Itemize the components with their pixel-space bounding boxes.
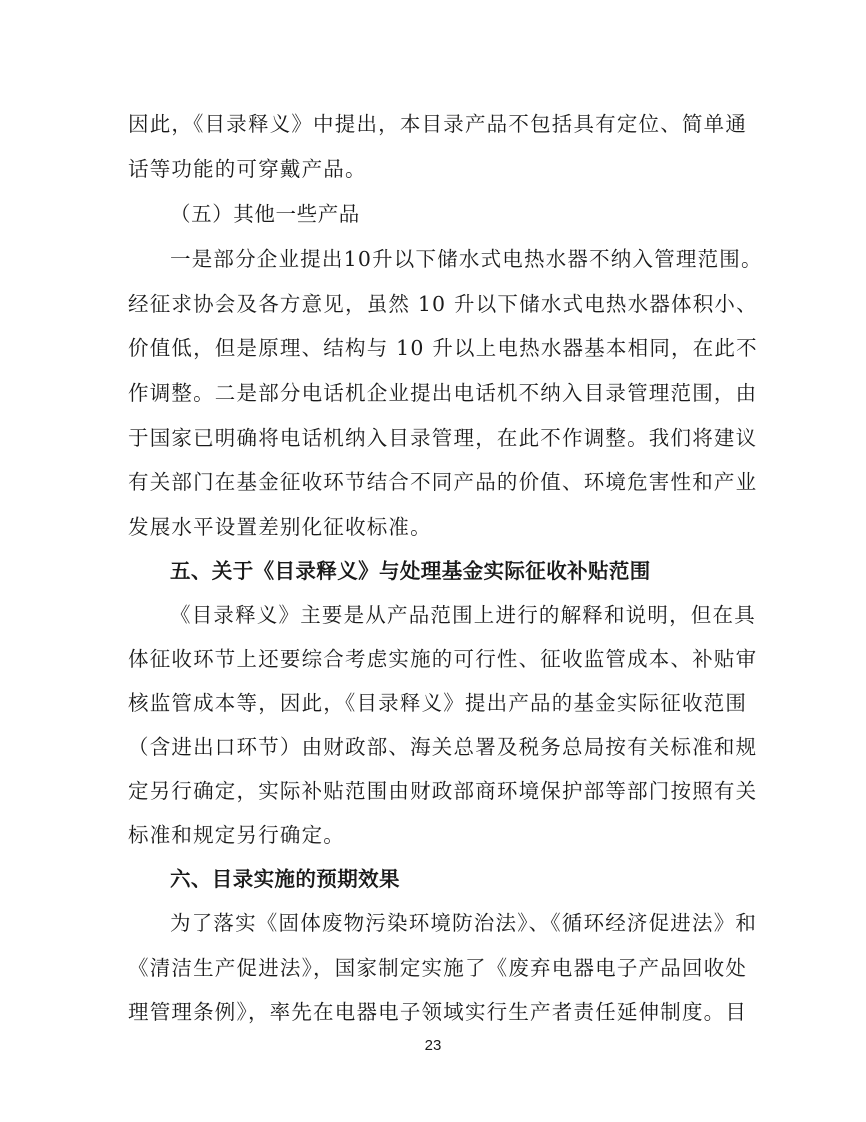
section-heading: 六、目录实施的预期效果 — [170, 867, 400, 891]
subsection-heading: （五）其他一些产品 — [170, 202, 360, 226]
body-text-line: 标准和规定另行确定。 — [128, 823, 345, 847]
body-text-line: 理管理条例》，率先在电器电子领域实行生产者责任延伸制度。目 — [128, 1000, 748, 1024]
body-text-line: 体征收环节上还要综合考虑实施的可行性、征收监管成本、补贴审 — [128, 647, 758, 671]
body-text-line: 因此，《目录释义》中提出，本目录产品不包括具有定位、简单通 — [128, 112, 748, 136]
body-text-line: 发展水平设置差别化征收标准。 — [128, 515, 432, 539]
body-text-line: 《清洁生产促进法》，国家制定实施了《废弃电器电子产品回收处 — [128, 956, 748, 980]
body-text-line: 作调整。二是部分电话机企业提出电话机不纳入目录管理范围，由 — [128, 381, 758, 405]
body-text-line: （含进出口环节）由财政部、海关总署及税务总局按有关标准和规 — [128, 735, 758, 759]
body-text-line: 于国家已明确将电话机纳入目录管理，在此不作调整。我们将建议 — [128, 426, 758, 450]
body-text-line: 核监管成本等，因此，《目录释义》提出产品的基金实际征收范围 — [128, 691, 748, 715]
body-text-line: 话等功能的可穿戴产品。 — [128, 157, 367, 181]
body-text-line: 有关部门在基金征收环节结合不同产品的价值、环境危害性和产业 — [128, 470, 758, 494]
page-number: 23 — [424, 1037, 442, 1054]
body-text-line: 为了落实《固体废物污染环境防治法》、《循环经济促进法》和 — [170, 911, 758, 935]
body-text-line: 经征求协会及各方意见，虽然 10 升以下储水式电热水器体积小、 — [128, 292, 758, 316]
body-text-line: 价值低，但是原理、结构与 10 升以上电热水器基本相同，在此不 — [128, 336, 758, 360]
body-text-line: 定另行确定，实际补贴范围由财政部商环境保护部等部门按照有关 — [128, 779, 758, 803]
section-heading: 五、关于《目录释义》与处理基金实际征收补贴范围 — [170, 559, 651, 583]
body-text-line: 《目录释义》主要是从产品范围上进行的解释和说明，但在具 — [170, 603, 756, 627]
body-text-line: 一是部分企业提出10升以下储水式电热水器不纳入管理范围。 — [170, 247, 763, 271]
